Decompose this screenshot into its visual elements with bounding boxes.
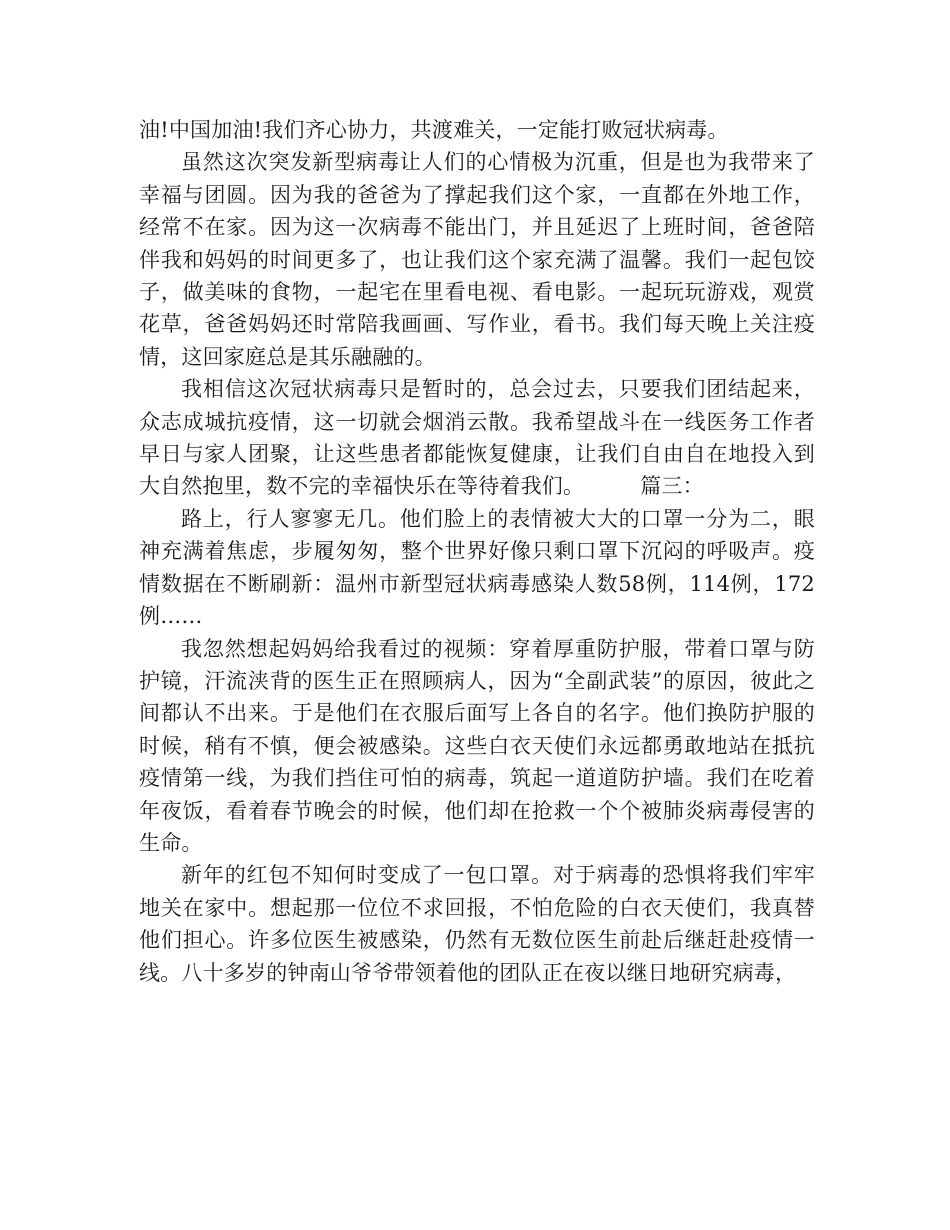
paragraph-1	[139, 114, 815, 146]
paragraph-3	[139, 373, 815, 503]
paragraph-4	[139, 503, 815, 633]
paragraph-6	[139, 859, 815, 989]
paragraph-3-text: 我相信这次冠状病毒只是暂时的，总会过去，只要我们团结起来，众志成城抗疫情，这一切就会烟消云散。我希望战斗在一线医务工作者早日与家人团聚，让这些患者都能恢复健康，让我们自由自在地投入到大自然抱里，数不完的幸福快乐在等待着我们。	[139, 377, 815, 499]
section-heading: 篇三：	[640, 474, 704, 499]
paragraph-2-text: 虽然这次突发新型病毒让人们的心情极为沉重，但是也为我带来了幸福与团圆。因为我的爸爸为了撑起我们这个家，一直都在外地工作，经常不在家。因为这一次病毒不能出门，并且延迟了上班时间，爸爸陪伴我和妈妈的时间更多了，也让我们这个家充满了温馨。我们一起包饺子，做美味的食物，一起宅在里看电视、看电影。一起玩玩游戏，观赏花草，爸爸妈妈还时常陪我画画、写作业，看书。我们每天晚上关注疫情，这回家庭总是其乐融融的。	[139, 150, 815, 369]
paragraph-4-text: 路上，行人寥寥无几。他们脸上的表情被大大的口罩一分为二，眼神充满着焦虑，步履匆匆，整个世界好像只剩口罩下沉闷的呼吸声。疫情数据在不断刷新：温州市新型冠状病毒感染人数58例，114例，172例……	[139, 506, 815, 629]
paragraph-5	[139, 633, 815, 860]
paragraph-1-text: 油!中国加油!我们齐心协力，共渡难关，一定能打败冠状病毒。	[139, 118, 729, 142]
paragraph-5-text: 我忽然想起妈妈给我看过的视频：穿着厚重防护服，带着口罩与防护镜，汗流浃背的医生正在照顾病人，因为“全副武装”的原因，彼此之间都认不出来。于是他们在衣服后面写上各自的名字。他们换防护服的时候，稍有不慎，便会被感染。这些白衣天使们永远都勇敢地站在抵抗疫情第一线，为我们挡住可怕的病毒，筑起一道道防护墙。我们在吃着年夜饭，看着春节晚会的时候，他们却在抢救一个个被肺炎病毒侵害的生命。	[139, 636, 815, 855]
document-body	[139, 114, 815, 989]
paragraph-6-text: 新年的红包不知何时变成了一包口罩。对于病毒的恐惧将我们牢牢地关在家中。想起那一位位不求回报，不怕危险的白衣天使们，我真替他们担心。许多位医生被感染，仍然有无数位医生前赴后继赶赴疫情一线。八十多岁的钟南山爷爷带领着他的团队正在夜以继日地研究病毒，	[139, 863, 815, 985]
paragraph-2	[139, 146, 815, 373]
